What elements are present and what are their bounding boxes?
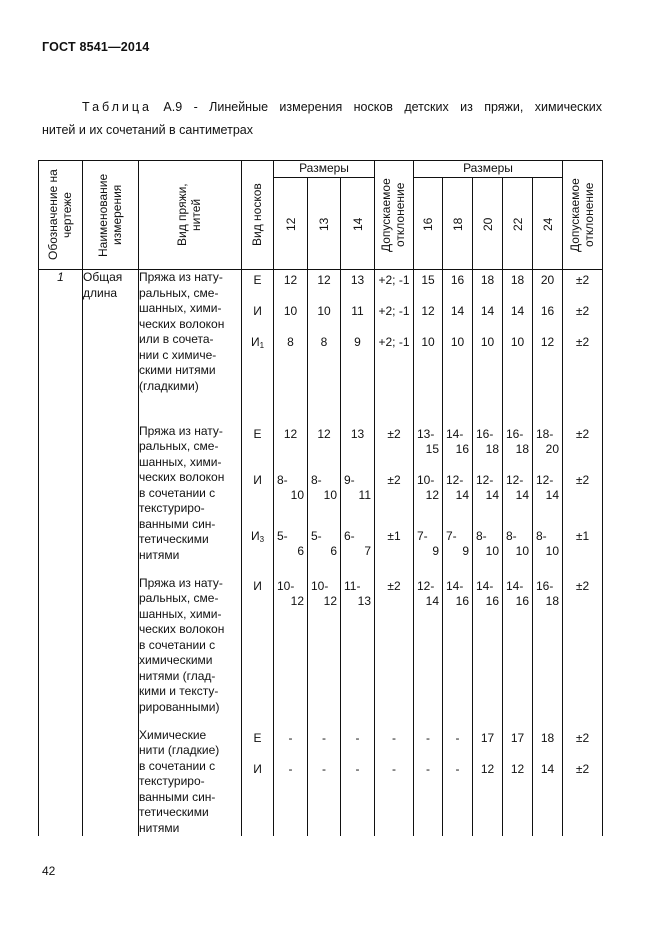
size-b-24-cell	[533, 270, 563, 424]
value: 16	[540, 304, 555, 318]
value: 10	[283, 304, 298, 318]
value: 12- 14	[417, 578, 439, 608]
value: 16- 18	[536, 578, 559, 608]
value: 8- 10	[506, 528, 529, 558]
yarn-line: ческих волокон	[139, 622, 225, 636]
value: -	[322, 730, 326, 745]
value: 15	[421, 273, 435, 287]
tolerance-a-cell	[375, 270, 414, 424]
value: ±2	[575, 426, 590, 441]
size-b-22-cell	[503, 728, 533, 837]
value: -	[426, 761, 430, 776]
sock-type: Е	[253, 426, 262, 441]
value: 10- 12	[311, 578, 337, 608]
yarn-line: (гладкими)	[139, 378, 199, 393]
sizes-group-header-a: Размеры	[274, 161, 375, 178]
yarn-description	[139, 424, 242, 576]
value: 8	[320, 335, 328, 349]
yarn-line: шанных, хими-	[139, 454, 222, 469]
value: ±2	[575, 730, 590, 745]
size-a-14-cell	[341, 424, 375, 576]
size-b-18-cell	[443, 270, 473, 424]
value: -	[355, 730, 360, 745]
measurement-name-line: длина	[83, 285, 118, 300]
value: ±2	[575, 578, 590, 593]
value: 12	[283, 273, 298, 287]
value: 11	[351, 304, 364, 318]
value: ±2	[575, 273, 590, 287]
value: 16- 18	[506, 426, 529, 456]
tolerance-b-cell	[563, 424, 603, 576]
size-b-22-cell	[503, 270, 533, 424]
yarn-line: нитями (глад-	[139, 668, 216, 683]
value: 13- 15	[417, 426, 439, 456]
value: -	[392, 761, 396, 776]
value: 8	[287, 335, 294, 349]
table-row-group	[39, 270, 603, 424]
yarn-line: текстуриро-	[139, 774, 205, 788]
value: 18	[510, 273, 525, 287]
size-a-14-cell	[341, 576, 375, 728]
sock-type: $И_1$	[250, 335, 265, 350]
document-header: ГОСТ 8541—2014	[42, 40, 150, 54]
size-a-13-cell	[308, 270, 341, 424]
value: 8- 10	[277, 472, 304, 502]
size-b-18-cell	[443, 576, 473, 728]
value: 11- 13	[344, 578, 371, 608]
yarn-line: Пряжа из нату-	[139, 270, 223, 284]
size-header-12: 12	[274, 178, 308, 270]
caption-text-line-1: - Линейные измерения носков детских из пряжи, химических	[193, 100, 602, 114]
sock-type: И	[253, 761, 262, 776]
value: 12- 14	[446, 472, 469, 502]
size-b-20-cell	[473, 424, 503, 576]
yarn-line: или в сочета-	[139, 332, 214, 346]
size-a-12-cell	[274, 728, 308, 837]
size-header-22: 22	[503, 178, 533, 270]
yarn-description	[139, 728, 242, 837]
value: -	[322, 761, 326, 776]
value: 12	[283, 426, 298, 441]
value: -	[355, 761, 360, 776]
value: 6- 7	[344, 528, 371, 558]
value: 12	[317, 426, 331, 441]
caption-text-line-2: нитей и их сочетаний в сантиметрах	[42, 123, 253, 137]
caption-number: А.9	[163, 100, 183, 114]
size-b-20-cell	[473, 728, 503, 837]
sock-type-cell	[242, 270, 274, 424]
size-a-13-cell	[308, 728, 341, 837]
yarn-line: ральных, сме-	[139, 285, 219, 300]
value: 12	[421, 304, 435, 318]
size-b-24-cell	[533, 424, 563, 576]
yarn-line: Пряжа из нату-	[139, 575, 223, 590]
value: 14	[540, 761, 555, 776]
value: ±2	[387, 426, 401, 441]
value: -	[288, 730, 293, 745]
value: 17	[510, 730, 525, 745]
sock-type: И	[253, 578, 262, 593]
value: ±2	[575, 335, 590, 349]
size-header-13: 13	[308, 178, 341, 270]
value: 16- 18	[476, 426, 499, 456]
size-a-14-cell	[341, 728, 375, 837]
yarn-line: в сочетании с	[139, 758, 216, 773]
sock-type: И	[253, 304, 262, 318]
value: 14- 16	[446, 578, 469, 608]
size-header-24: 24	[533, 178, 563, 270]
value: 10- 12	[277, 578, 304, 608]
size-b-16-cell	[414, 424, 443, 576]
sock-type: И	[253, 472, 262, 487]
value: 10	[450, 335, 465, 349]
yarn-line: нитями	[139, 820, 180, 835]
yarn-description	[139, 270, 242, 424]
col-measurement-header: Наименование измерения	[83, 161, 139, 270]
value: ±2	[387, 472, 401, 487]
value: ±1	[575, 528, 590, 543]
yarn-line: ческих волокон	[139, 470, 225, 484]
caption-label: Таблица	[82, 100, 153, 114]
size-b-24-cell	[533, 576, 563, 728]
value: 14	[480, 304, 495, 318]
value: ±2	[575, 472, 590, 487]
yarn-line: Пряжа из нату-	[139, 423, 223, 438]
yarn-line: в сочетании с	[139, 637, 216, 652]
yarn-line: рированными)	[139, 699, 220, 714]
sizes-group-header-b: Размеры	[414, 161, 563, 178]
size-b-22-cell	[503, 576, 533, 728]
value: -	[455, 761, 460, 776]
col-designation-header: Обозначение на чертеже	[39, 161, 83, 270]
size-a-12-cell	[274, 270, 308, 424]
value: -	[426, 730, 430, 745]
value: 13	[350, 273, 365, 287]
size-b-16-cell	[414, 270, 443, 424]
value: ±1	[387, 528, 401, 543]
value: 10- 12	[417, 472, 439, 502]
size-header-20: 20	[473, 178, 503, 270]
sock-type-cell	[242, 576, 274, 728]
size-a-13-cell	[308, 424, 341, 576]
value: +2; -1	[378, 304, 410, 318]
col-sock-header: Вид носков	[242, 161, 274, 270]
value: 18	[540, 730, 555, 745]
size-b-18-cell	[443, 728, 473, 837]
size-a-13-cell	[308, 576, 341, 728]
yarn-line: кими и тексту-	[139, 684, 219, 698]
yarn-line: ческих волокон	[139, 316, 225, 331]
size-header-18: 18	[443, 178, 473, 270]
yarn-line: тетическими	[139, 805, 209, 819]
row-number: 1	[39, 270, 83, 837]
sock-type-cell	[242, 424, 274, 576]
size-b-22-cell	[503, 424, 533, 576]
value: 14- 16	[506, 578, 529, 608]
value: 9	[354, 335, 361, 349]
tolerance-b-cell	[563, 270, 603, 424]
value: 12- 14	[536, 472, 559, 502]
value: 5- 6	[311, 528, 337, 558]
value: -	[392, 730, 396, 745]
value: +2; -1	[378, 335, 410, 349]
yarn-line: химическими	[139, 653, 213, 667]
value: 14	[450, 304, 465, 318]
yarn-line: нити (гладкие)	[139, 743, 220, 757]
yarn-line: текстуриро-	[139, 501, 205, 515]
tolerance-a-cell	[375, 424, 414, 576]
value: 10	[421, 335, 435, 349]
yarn-line: скими нитями	[139, 363, 216, 377]
measurement-name-line: Общая	[83, 270, 123, 284]
size-a-12-cell	[274, 576, 308, 728]
sock-type: Е	[253, 730, 262, 745]
value: 13	[350, 426, 365, 441]
yarn-line: ральных, сме-	[139, 591, 219, 605]
value: 12- 14	[476, 472, 499, 502]
value: ±2	[575, 304, 590, 318]
value: 8- 10	[311, 472, 337, 502]
tolerance-b-cell	[563, 728, 603, 837]
col-tolerance-a-header: Допускаемое отклонение	[375, 161, 414, 270]
value: -	[455, 730, 460, 745]
value: 14	[510, 304, 525, 318]
value: 9- 11	[344, 472, 371, 502]
tolerance-a-cell	[375, 576, 414, 728]
value: 8- 10	[536, 528, 559, 558]
value: 20	[540, 273, 555, 287]
size-a-14-cell	[341, 270, 375, 424]
value: 18- 20	[536, 426, 559, 456]
tolerance-a-cell	[375, 728, 414, 837]
size-b-20-cell	[473, 576, 503, 728]
page-number: 42	[42, 864, 56, 878]
sock-type: $И_3$	[250, 528, 265, 544]
value: ±2	[575, 761, 590, 776]
yarn-line: шанных, хими-	[139, 301, 222, 315]
value: ±2	[387, 578, 401, 593]
tolerance-b-cell	[563, 576, 603, 728]
yarn-line: тетическими	[139, 532, 209, 546]
size-b-18-cell	[443, 424, 473, 576]
value: 12- 14	[506, 472, 529, 502]
size-a-12-cell	[274, 424, 308, 576]
yarn-line: шанных, хими-	[139, 606, 222, 621]
value: 12	[480, 761, 495, 776]
yarn-line: в сочетании с	[139, 485, 216, 500]
value: 7- 9	[417, 528, 439, 558]
size-b-20-cell	[473, 270, 503, 424]
value: 10	[510, 335, 525, 349]
measurements-table	[38, 160, 603, 836]
size-header-14: 14	[341, 178, 375, 270]
yarn-description	[139, 576, 242, 728]
yarn-line: Химические	[139, 727, 207, 742]
value: 16	[450, 273, 465, 287]
value: 8- 10	[476, 528, 499, 558]
col-tolerance-b-header: Допускаемое отклонение	[563, 161, 603, 270]
size-b-16-cell	[414, 576, 443, 728]
yarn-line: ванными син-	[139, 789, 216, 804]
yarn-line: нии с химиче-	[139, 347, 217, 362]
size-b-16-cell	[414, 728, 443, 837]
value: 14- 16	[446, 426, 469, 456]
table-caption	[42, 96, 602, 142]
value: -	[288, 761, 293, 776]
size-header-16: 16	[414, 178, 443, 270]
sock-type: Е	[253, 273, 262, 287]
value: 12	[510, 761, 525, 776]
value: 5- 6	[277, 528, 304, 558]
value: 14- 16	[476, 578, 499, 608]
size-b-24-cell	[533, 728, 563, 837]
value: 17	[480, 730, 495, 745]
yarn-line: ральных, сме-	[139, 439, 219, 453]
value: 18	[480, 273, 495, 287]
value: 10	[317, 304, 331, 318]
value: 12	[540, 335, 555, 349]
measurement-name	[83, 270, 139, 837]
value: 7- 9	[446, 528, 469, 558]
sock-type-cell	[242, 728, 274, 837]
value: +2; -1	[378, 273, 410, 287]
yarn-line: нитями	[139, 547, 180, 562]
value: 10	[480, 335, 495, 349]
yarn-line: ванными син-	[139, 516, 216, 531]
value: 12	[317, 273, 331, 287]
col-yarn-header: Вид пряжи, нитей	[139, 161, 242, 270]
